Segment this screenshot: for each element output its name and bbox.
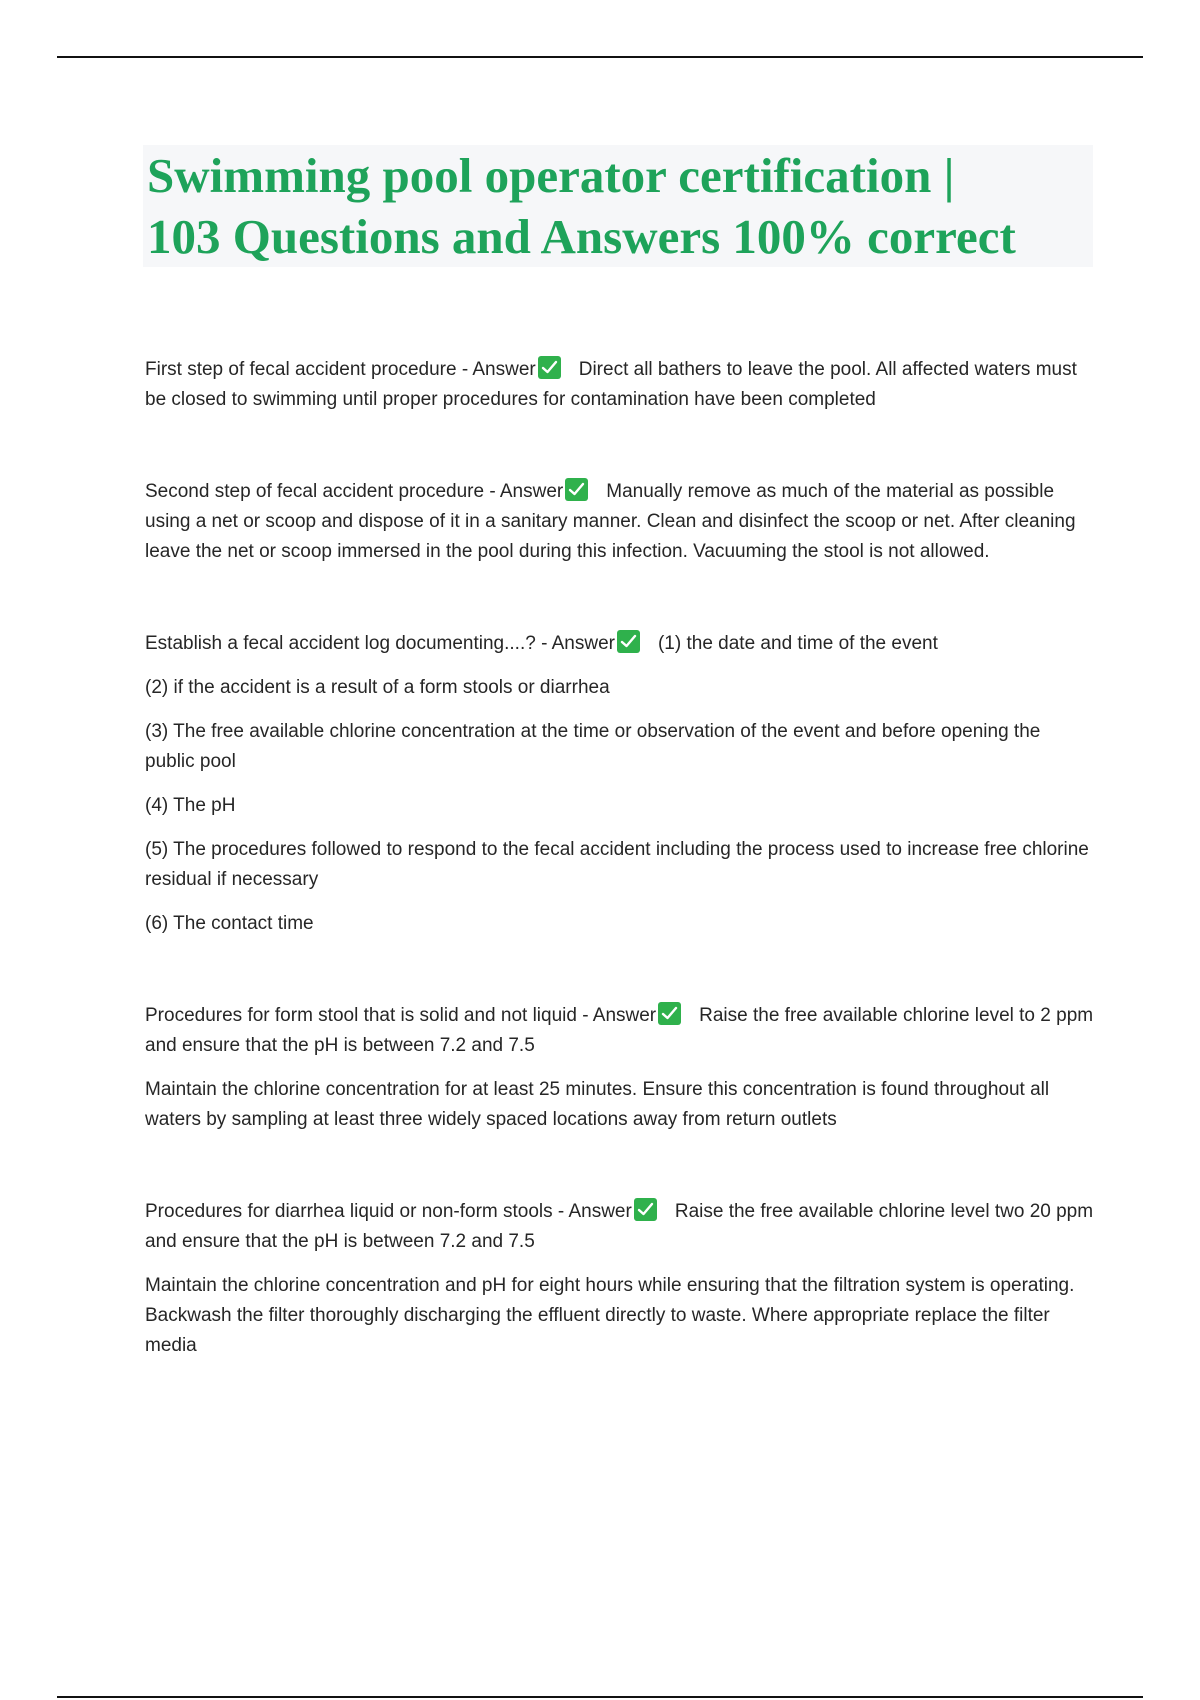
answer-paragraph: Maintain the chlorine concentration and pH for eight hours while ensuring that the filtration system is operating. Backwash the filter thoroughly discharging the effluent directly to waste. Where appropriate replace the filter media	[145, 1275, 1075, 1356]
check-mark-icon	[634, 1198, 657, 1221]
header-rule	[57, 56, 1143, 58]
check-mark-icon	[565, 478, 588, 501]
answer-text: Raise the free available chlorine level to 2 ppm and ensure that the pH is between 7.2 and 7.5	[145, 1005, 1094, 1056]
answer-paragraph: Maintain the chlorine concentration for at least 25 minutes. Ensure this concentration is found throughout all waters by sampling at least three widely spaced locations away from return outlets	[145, 1079, 1050, 1130]
question-text: Establish a fecal accident log documenting....? - Answer	[145, 633, 615, 654]
answer-paragraph	[145, 1197, 1095, 1257]
answer-paragraph: (5) The procedures followed to respond to the fecal accident including the process used to increase free chlorine residual if necessary	[145, 839, 1089, 890]
footer-rule	[57, 1696, 1143, 1698]
qa-item	[145, 629, 1095, 939]
qa-item	[145, 355, 1095, 415]
question-text: Procedures for diarrhea liquid or non-form stools - Answer	[145, 1201, 632, 1222]
qa-item	[145, 1197, 1095, 1361]
qa-item	[145, 1001, 1095, 1135]
answer-paragraph: (6) The contact time	[145, 913, 314, 934]
answer-paragraph	[145, 355, 1095, 415]
title-line-1: Swimming pool operator certification |	[147, 148, 955, 203]
answer-paragraph: (4) The pH	[145, 795, 236, 816]
answer-paragraph: (3) The free available chlorine concentration at the time or observation of the event and before opening the public pool	[145, 721, 1041, 772]
question-text: First step of fecal accident procedure - Answer	[145, 359, 536, 380]
answer-text: Manually remove as much of the material as possible using a net or scoop and dispose of it in a sanitary manner. Clean and disinfect the scoop or net. After cleaning leave the net or scoop immersed in the pool during this infection. Vacuuming the stool is not allowed.	[145, 481, 1076, 562]
answer-paragraph	[145, 477, 1095, 567]
answer-paragraph	[145, 629, 1095, 659]
answer-text: (1) the date and time of the event	[657, 633, 938, 654]
qa-list	[145, 355, 1095, 1423]
check-mark-icon	[538, 356, 561, 379]
answer-text: Direct all bathers to leave the pool. All affected waters must be closed to swimming until proper procedures for contamination have been completed	[145, 359, 1077, 410]
question-text: Procedures for form stool that is solid and not liquid - Answer	[145, 1005, 657, 1026]
answer-paragraph: (2) if the accident is a result of a form stools or diarrhea	[145, 677, 610, 698]
answer-text: Raise the free available chlorine level two 20 ppm and ensure that the pH is between 7.2 and 7.5	[145, 1201, 1094, 1252]
document-title	[143, 145, 1093, 267]
check-mark-icon	[617, 630, 640, 653]
question-text: Second step of fecal accident procedure - Answer	[145, 481, 564, 502]
qa-item	[145, 477, 1095, 567]
title-line-2: 103 Questions and Answers 100% correct	[147, 209, 1016, 264]
answer-paragraph	[145, 1001, 1095, 1061]
check-mark-icon	[658, 1002, 681, 1025]
